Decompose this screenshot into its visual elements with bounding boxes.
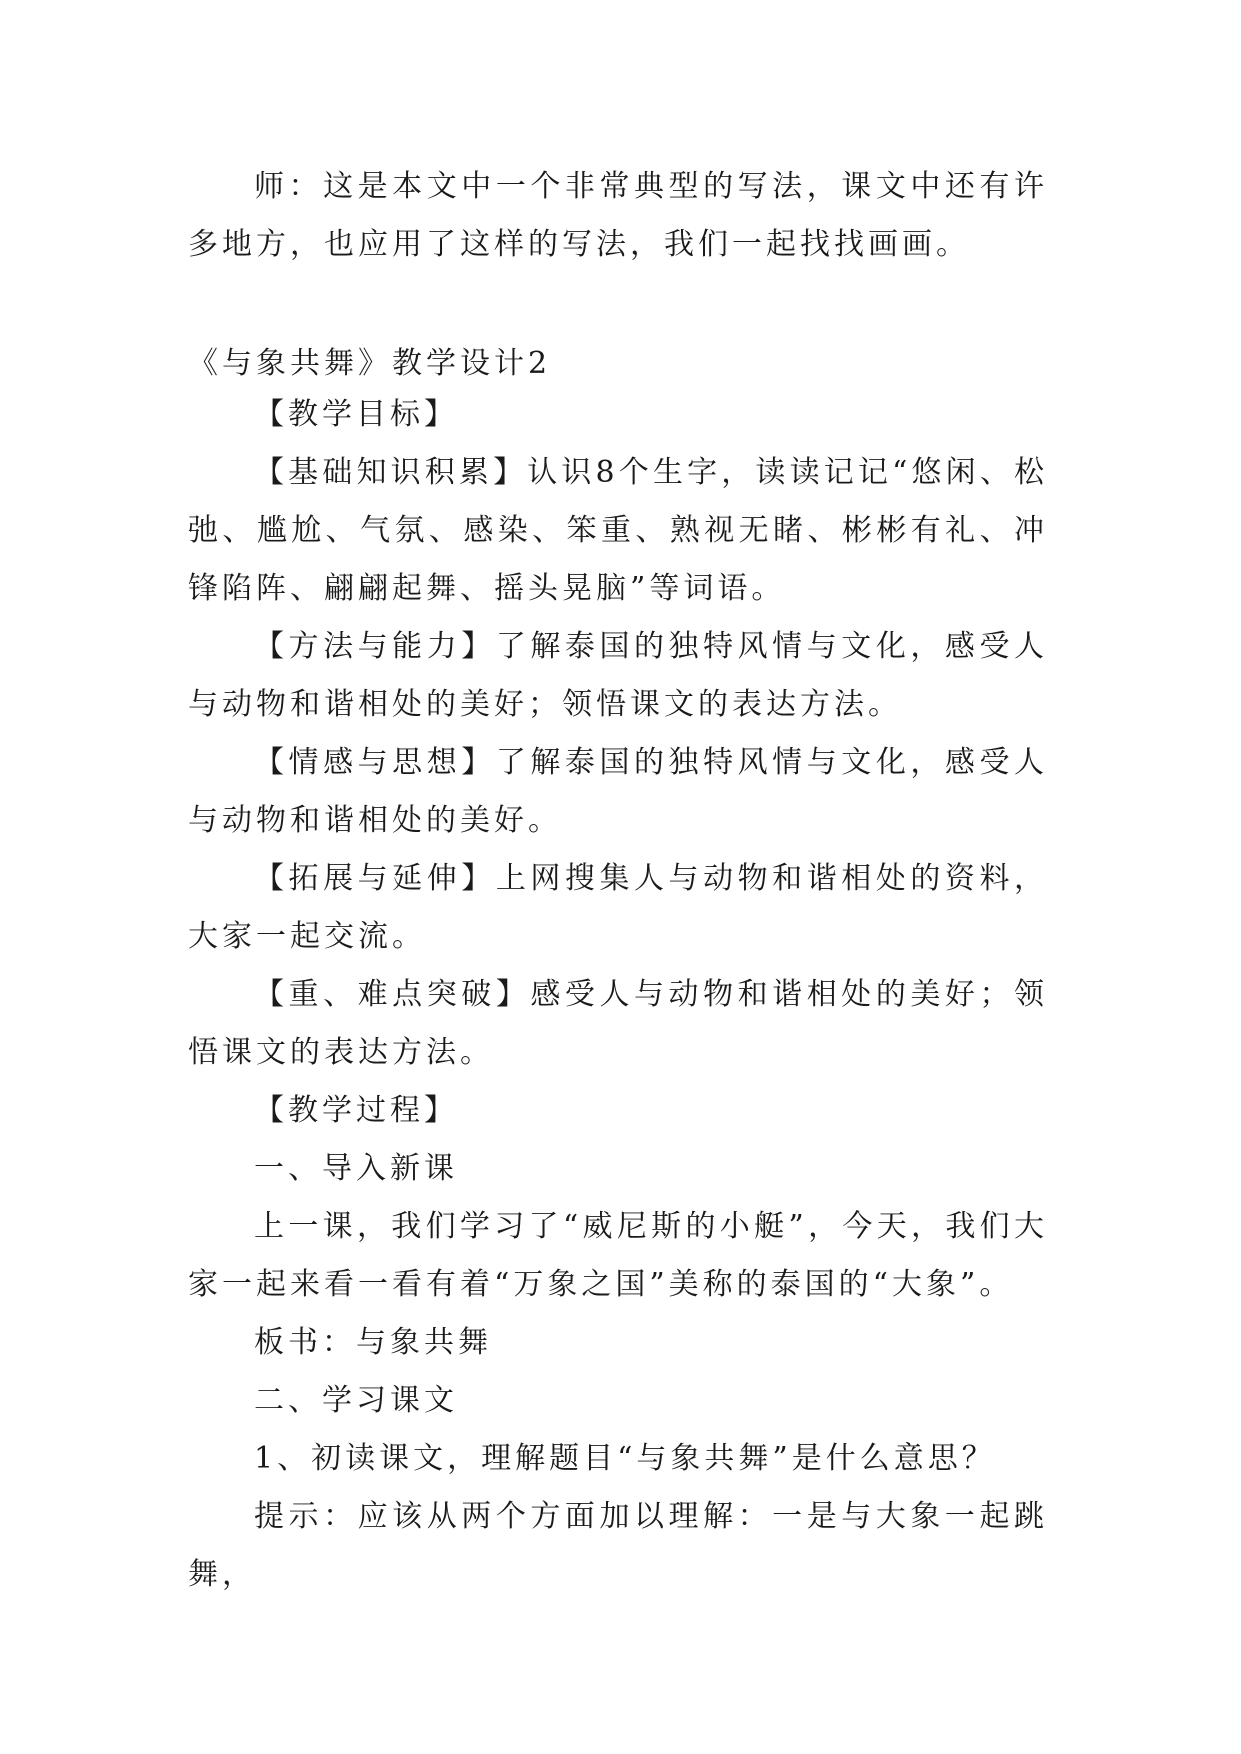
heading-study-text: 二、学习课文 — [254, 1383, 458, 1418]
paragraph-basic-knowledge: 【基础知识积累】认识8个生字，读读记记“悠闲、松弛、尴尬、气氛、感染、笨重、熟视无睹、彬彬有礼、冲锋陷阵、翩翩起舞、摇头晃脑”等词语。 — [188, 455, 1048, 606]
heading-teaching-process: 【教学过程】 — [254, 1093, 458, 1128]
section-title: 《与象共舞》教学设计2 — [188, 346, 552, 381]
paragraph-introduction: 上一课，我们学习了“威尼斯的小艇”，今天，我们大家一起来看一看有着“万象之国”美称的泰国的“大象”。 — [188, 1209, 1048, 1302]
paragraph-emotion-thought: 【情感与思想】了解泰国的独特风情与文化，感受人与动物和谐相处的美好。 — [188, 745, 1048, 838]
title-block — [188, 335, 1048, 393]
paragraph-board-writing: 板书：与象共舞 — [254, 1325, 492, 1360]
intro-paragraph: 师：这是本文中一个非常典型的写法，课文中还有许多地方，也应用了这样的写法，我们一起找找画画。 — [188, 169, 1048, 262]
paragraph-method-ability: 【方法与能力】了解泰国的独特风情与文化，感受人与动物和谐相处的美好；领悟课文的表达方法。 — [188, 629, 1048, 722]
intro-block — [188, 158, 1048, 274]
heading-teaching-goals: 【教学目标】 — [254, 397, 458, 432]
paragraph-first-reading: 1、初读课文，理解题目“与象共舞”是什么意思？ — [254, 1441, 996, 1476]
paragraph-key-difficulties: 【重、难点突破】感受人与动物和谐相处的美好；领悟课文的表达方法。 — [188, 977, 1048, 1070]
paragraph-extension: 【拓展与延伸】上网搜集人与动物和谐相处的资料，大家一起交流。 — [188, 861, 1048, 954]
body-block — [188, 386, 1048, 1604]
paragraph-hint: 提示：应该从两个方面加以理解：一是与大象一起跳舞， — [188, 1499, 1048, 1592]
heading-introduction: 一、导入新课 — [254, 1151, 458, 1186]
